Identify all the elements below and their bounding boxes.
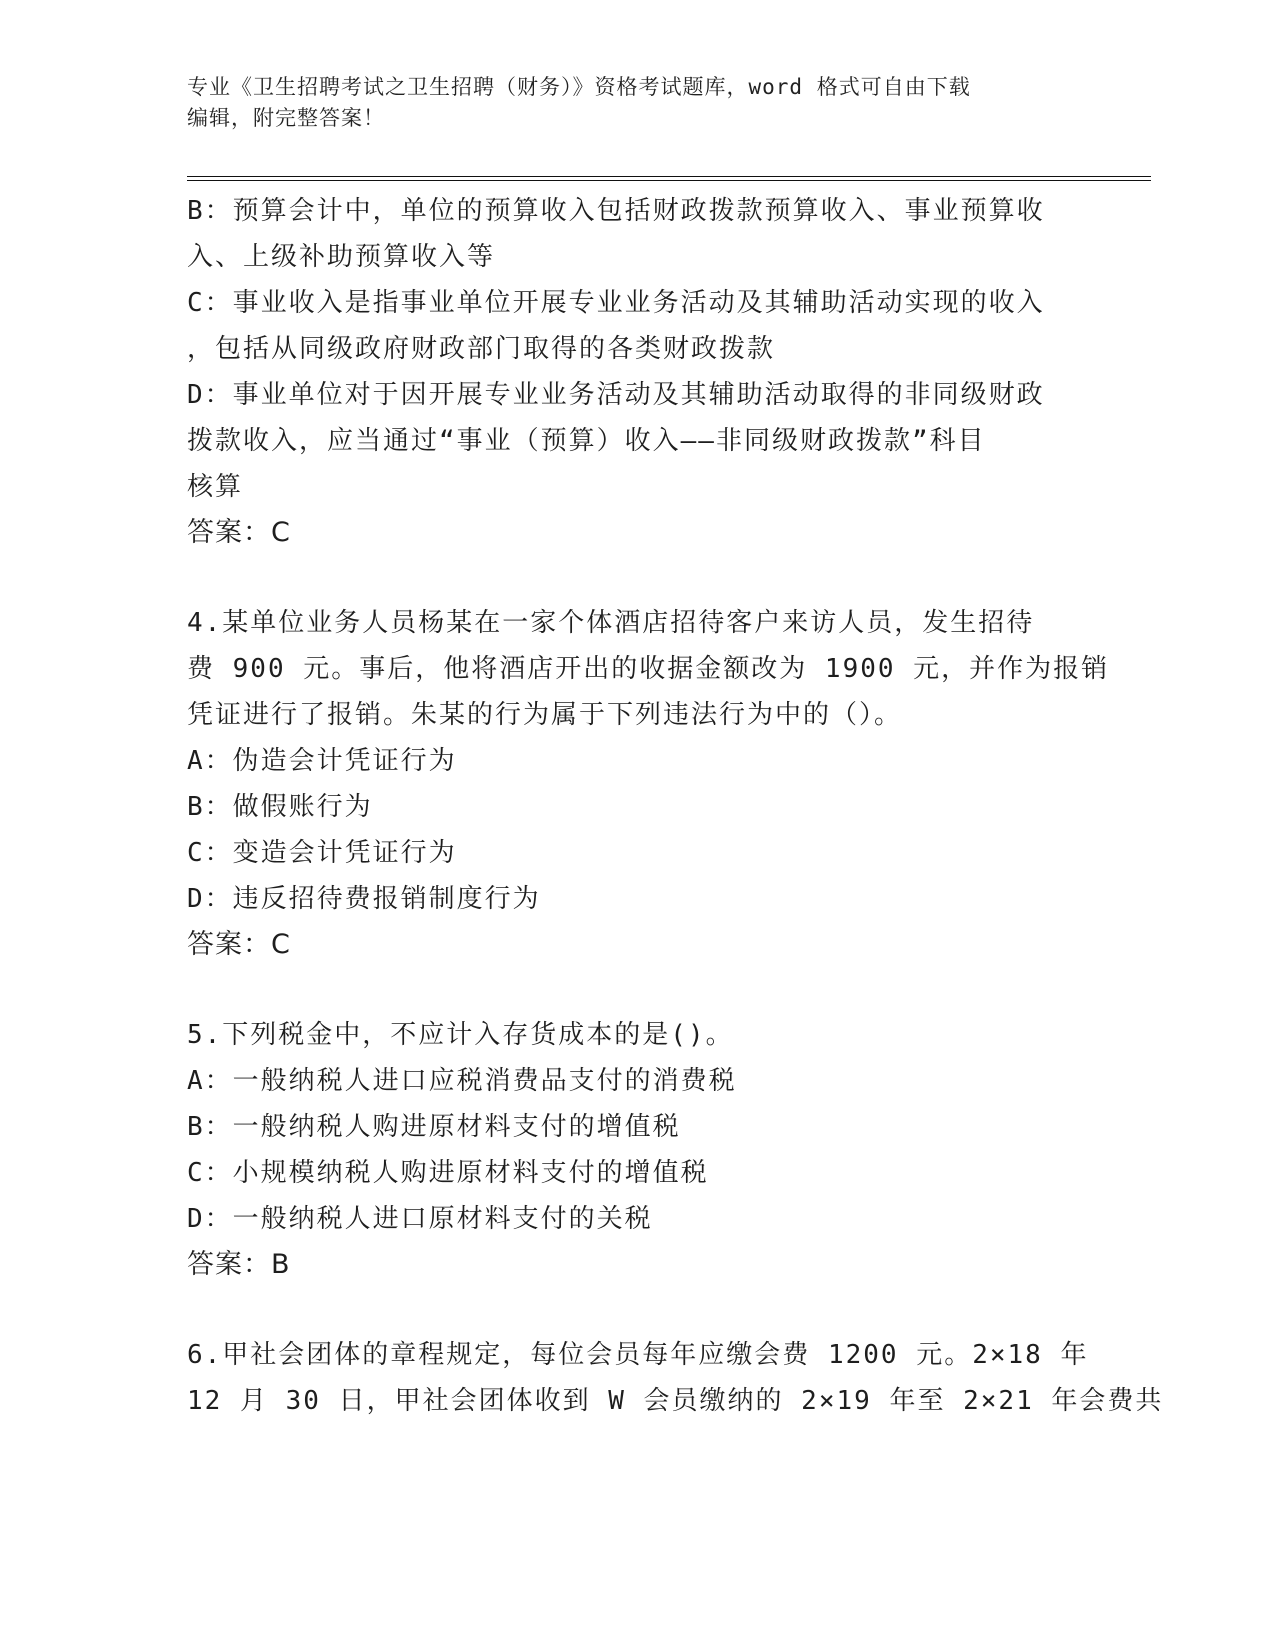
q5-answer: 答案：B	[187, 1249, 291, 1280]
q3-answer: 答案：C	[187, 517, 291, 548]
q5-option-b: B：一般纳税人购进原材料支付的增值税	[187, 1112, 681, 1142]
q4-stem-line-1: 4.某单位业务人员杨某在一家个体酒店招待客户来访人员，发生招待	[187, 608, 1035, 638]
question-4	[187, 600, 1110, 968]
q6-stem-line-2: 12 月 30 日，甲社会团体收到 W 会员缴纳的 2×19 年至 2×21 年会费共	[187, 1386, 1164, 1416]
q5-stem-line-1: 5.下列税金中，不应计入存货成本的是()。	[187, 1020, 734, 1050]
q4-option-b: B：做假账行为	[187, 792, 373, 822]
q4-option-d: D：违反招待费报销制度行为	[187, 884, 541, 914]
q4-option-c: C：变造会计凭证行为	[187, 838, 457, 868]
q3-option-d-line-2: 拨款收入，应当通过“事业（预算）收入——非同级财政拨款”科目	[187, 426, 986, 456]
question-5	[187, 1012, 1087, 1288]
q3-option-c-line-1: C：事业收入是指事业单位开展专业业务活动及其辅助活动实现的收入	[187, 288, 1045, 318]
q3-option-b-line-1: B：预算会计中，单位的预算收入包括财政拨款预算收入、事业预算收	[187, 196, 1045, 226]
document-header	[187, 72, 1087, 134]
header-double-rule	[187, 176, 1151, 181]
q3-option-d-line-3: 核算	[187, 472, 244, 502]
q4-stem-line-3: 凭证进行了报销。朱某的行为属于下列违法行为中的（）。	[187, 700, 903, 730]
q4-stem-line-2: 费 900 元。事后，他将酒店开出的收据金额改为 1900 元，并作为报销	[187, 654, 1110, 684]
q3-option-c-line-2: ，包括从同级政府财政部门取得的各类财政拨款	[187, 334, 776, 364]
document-body	[187, 188, 1164, 1424]
spacer	[187, 968, 1087, 1012]
spacer	[187, 556, 1087, 600]
q4-option-a: A：伪造会计凭证行为	[187, 746, 457, 776]
spacer	[187, 1288, 1087, 1332]
header-line-2: 编辑，附完整答案！	[187, 106, 385, 130]
q5-option-c: C：小规模纳税人购进原材料支付的增值税	[187, 1158, 709, 1188]
q5-option-d: D：一般纳税人进口原材料支付的关税	[187, 1204, 653, 1234]
question-6	[187, 1332, 1164, 1424]
q3-option-b-line-2: 入、上级补助预算收入等	[187, 242, 496, 272]
q5-option-a: A：一般纳税人进口应税消费品支付的消费税	[187, 1066, 737, 1096]
q3-option-d-line-1: D：事业单位对于因开展专业业务活动及其辅助活动取得的非同级财政	[187, 380, 1045, 410]
q4-answer: 答案：C	[187, 929, 291, 960]
q6-stem-line-1: 6.甲社会团体的章程规定，每位会员每年应缴会费 1200 元。2×18 年	[187, 1340, 1089, 1370]
question-3-options	[187, 188, 1087, 556]
header-line-1: 专业《卫生招聘考试之卫生招聘（财务）》资格考试题库，word 格式可自由下载	[187, 75, 971, 99]
